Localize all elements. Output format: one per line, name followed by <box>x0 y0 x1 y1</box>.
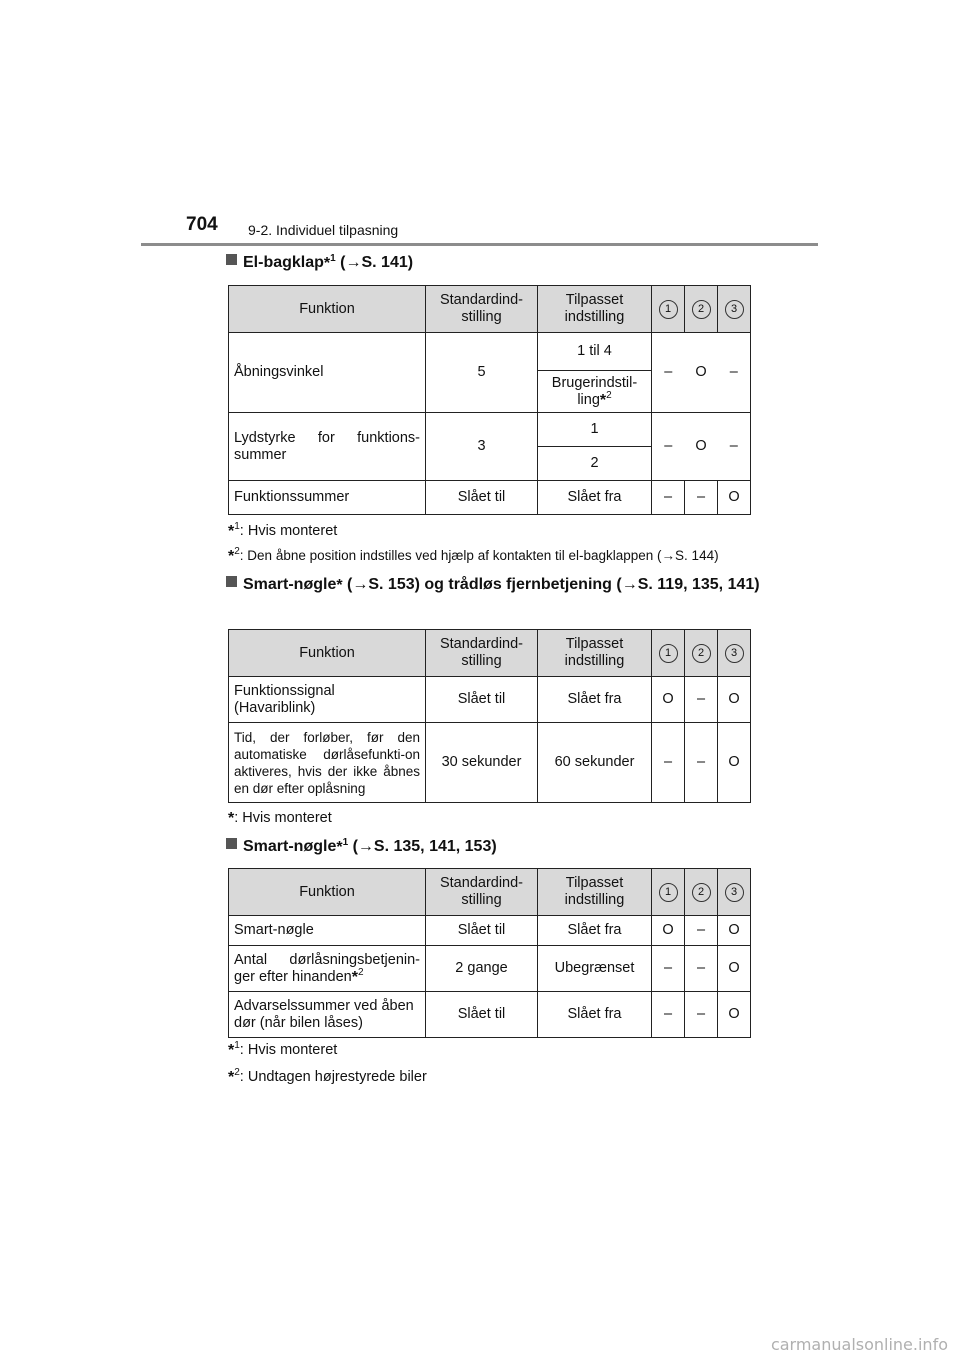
square-bullet-icon <box>226 254 237 265</box>
section-heading-smart-noegle: Smart-nøgle*$^1$ (→S. 135, 141, 153) <box>226 836 497 858</box>
circled-3-icon: 3 <box>725 644 744 663</box>
table-subrow: Brugerindstil-ling*$^2$ <box>229 371 751 413</box>
header-divider <box>141 243 818 246</box>
column-header-standard: Standardind-stilling <box>426 869 538 916</box>
table-el-bagklap <box>228 285 751 515</box>
table-header-row <box>229 630 751 677</box>
column-header-standard: Standardind-stilling <box>426 630 538 677</box>
circled-2-icon: 2 <box>692 883 711 902</box>
table-row: Lydstyrke for funktions-summer 3 1 – O – <box>229 413 751 447</box>
table-row: Tid, der forløber, før den automatiske dørlåsefunkti-on aktiveres, hvis der ikke åbnes en dør efter oplåsning 30 sekunder 60 sekunder – – O <box>229 723 751 803</box>
square-bullet-icon <box>226 838 237 849</box>
table-row: Funktionssignal (Havariblink) Slået til Slået fra O – O <box>229 677 751 723</box>
circled-3-icon: 3 <box>725 300 744 319</box>
table-row: Smart-nøgle Slået til Slået fra O – O <box>229 916 751 946</box>
circled-3-icon: 3 <box>725 883 744 902</box>
page-number: 704 <box>186 214 218 235</box>
watermark: carmanualsonline.info <box>770 1335 948 1354</box>
footnote: *$^1$: Hvis monteret <box>228 521 338 540</box>
table-row: Funktionssummer Slået til Slået fra – – O <box>229 481 751 515</box>
table-subrow: 2 <box>229 447 751 481</box>
square-bullet-icon <box>226 576 237 587</box>
table-smart-noegle <box>228 868 751 1038</box>
column-header-standard: Standardind-stilling <box>426 286 538 333</box>
circled-1-icon: 1 <box>659 883 678 902</box>
section-heading-el-bagklap: El-bagklap*$^1$ (→S. 141) <box>226 252 413 274</box>
table-smart-noegle-fjernbetjening <box>228 629 751 803</box>
table-header-row <box>229 869 751 916</box>
page-header <box>0 0 960 250</box>
column-header-tilpasset: Tilpasset indstilling <box>538 286 652 333</box>
section-heading-smart-noegle-fjernbetjening: Smart-nøgle* (→S. 153) og trådløs fjernbetjening (→S. 119, 135, 141) <box>226 574 763 596</box>
table-row: Antal dørlåsningsbetjenin-ger efter hinanden*$^2$ 2 gange Ubegrænset – – O <box>229 946 751 992</box>
column-header-tilpasset: Tilpasset indstilling <box>538 869 652 916</box>
footnote: *$^2$: Undtagen højrestyrede biler <box>228 1067 427 1086</box>
column-header-funktion: Funktion <box>229 630 426 677</box>
column-header-funktion: Funktion <box>229 869 426 916</box>
circled-1-icon: 1 <box>659 300 678 319</box>
circled-2-icon: 2 <box>692 300 711 319</box>
chapter-title: 9-2. Individuel tilpasning <box>248 222 399 238</box>
column-header-tilpasset: Tilpasset indstilling <box>538 630 652 677</box>
table-header-row <box>229 286 751 333</box>
table-row: Åbningsvinkel 5 1 til 4 – O – <box>229 333 751 371</box>
circled-1-icon: 1 <box>659 644 678 663</box>
column-header-funktion: Funktion <box>229 286 426 333</box>
footnote: *$^1$: Hvis monteret <box>228 1040 338 1059</box>
table-row: Advarselssummer ved åben dør (når bilen låses) Slået til Slået fra – – O <box>229 992 751 1038</box>
footnote: *: Hvis monteret <box>228 810 332 827</box>
footnote: *$^2$: Den åbne position indstilles ved hjælp af kontakten til el-bagklappen (→S. 144) <box>228 546 719 565</box>
circled-2-icon: 2 <box>692 644 711 663</box>
